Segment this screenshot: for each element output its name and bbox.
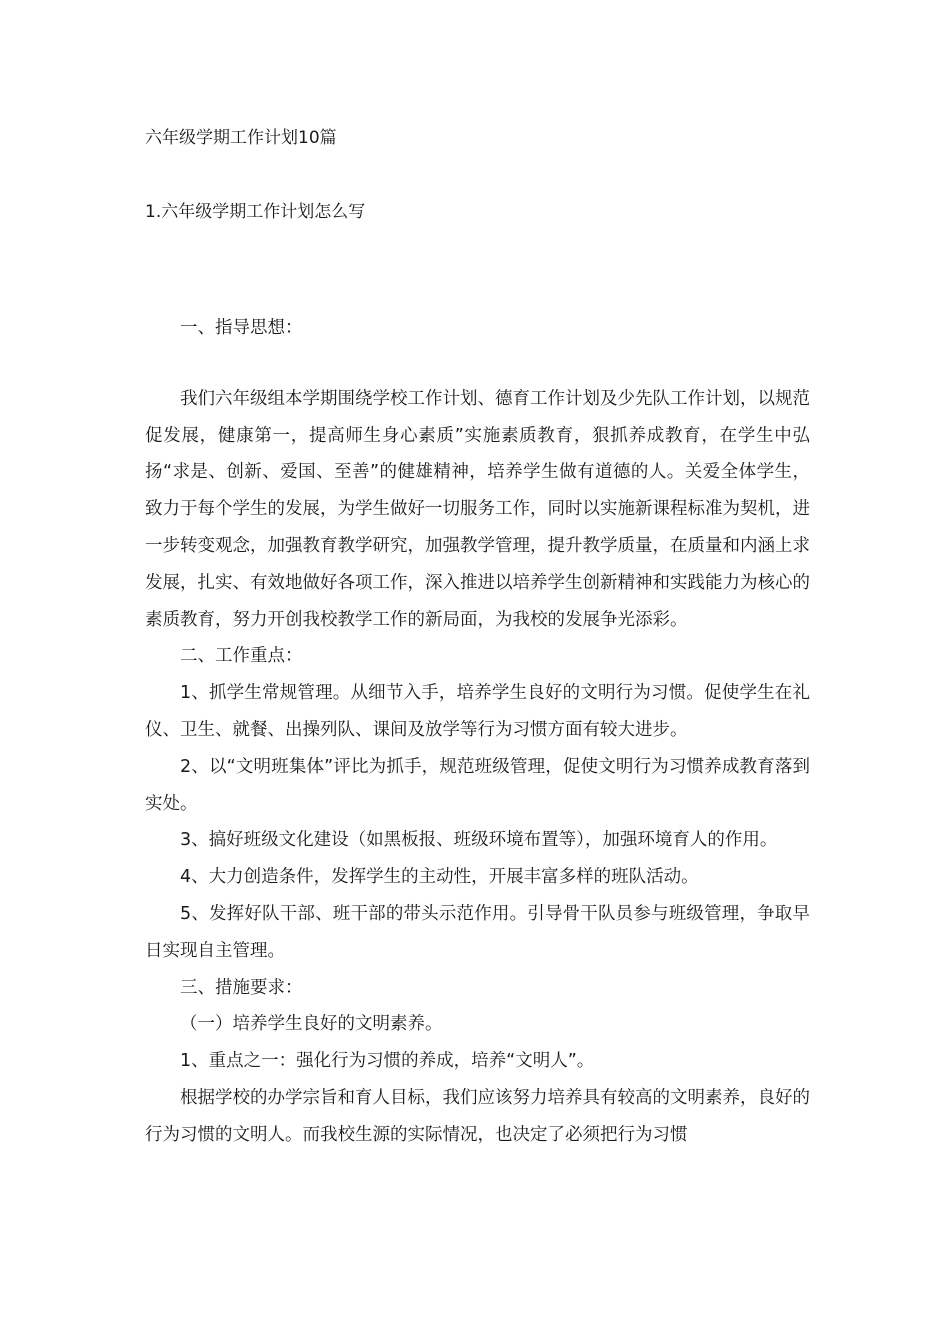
paragraph-focus-1: 1、抓学生常规管理。从细节入手，培养学生良好的文明行为习惯。促使学生在礼仪、卫生、就餐、出操列队、课间及放学等行为习惯方面有较大进步。 xyxy=(145,683,810,740)
paragraph-key-point-1-body: 根据学校的办学宗旨和育人目标，我们应该努力培养具有较高的文明素养，良好的行为习惯的文明人。而我校生源的实际情况，也决定了必须把行为习惯 xyxy=(145,1087,810,1145)
paragraph-guiding-thought: 我们六年级组本学期围绕学校工作计划、德育工作计划及少先队工作计划，以规范促发展，健康第一，提高师生身心素质”实施素质教育，狠抓养成教育，在学生中弘扬“求是、创新、爱国、至善”的健雄精神，培养学生做有道德的人。关爱全体学生，致力于每个学生的发展，为学生做好一切服务工作，同时以实施新课程标准为契机，进一步转变观念，加强教育教学研究，加强教学管理，提升教学质量，在质量和内涵上求发展，扎实、有效地做好各项工作，深入推进以培养学生创新精神和实践能力为核心的素质教育，努力开创我校教学工作的新局面，为我校的发展争光添彩。 xyxy=(145,388,810,630)
document-subtitle: 1.六年级学期工作计划怎么写 xyxy=(145,202,366,222)
paragraph-focus-2: 2、以“文明班集体”评比为抓手，规范班级管理，促使文明行为习惯养成教育落到实处。 xyxy=(145,756,810,814)
spacer xyxy=(145,347,810,381)
section-heading-work-focus: 二、工作重点： xyxy=(180,646,303,667)
paragraph-focus-5: 5、发挥好队干部、班干部的带头示范作用。引导骨干队员参与班级管理，争取早日实现自主管理。 xyxy=(145,903,810,961)
paragraph-focus-3: 3、搞好班级文化建设（如黑板报、班级环境布置等），加强环境育人的作用。 xyxy=(180,830,778,851)
document-body xyxy=(145,310,810,1154)
subsection-heading-civility: （一）培养学生良好的文明素养。 xyxy=(180,1014,443,1035)
paragraph-key-point-1: 1、重点之一：强化行为习惯的养成，培养“文明人”。 xyxy=(180,1051,595,1072)
section-heading-guiding-thought: 一、指导思想： xyxy=(180,318,303,338)
section-heading-measures: 三、措施要求： xyxy=(180,977,303,998)
document-title: 六年级学期工作计划10篇 xyxy=(145,128,337,148)
paragraph-focus-4: 4、大力创造条件，发挥学生的主动性，开展丰富多样的班队活动。 xyxy=(180,867,699,888)
